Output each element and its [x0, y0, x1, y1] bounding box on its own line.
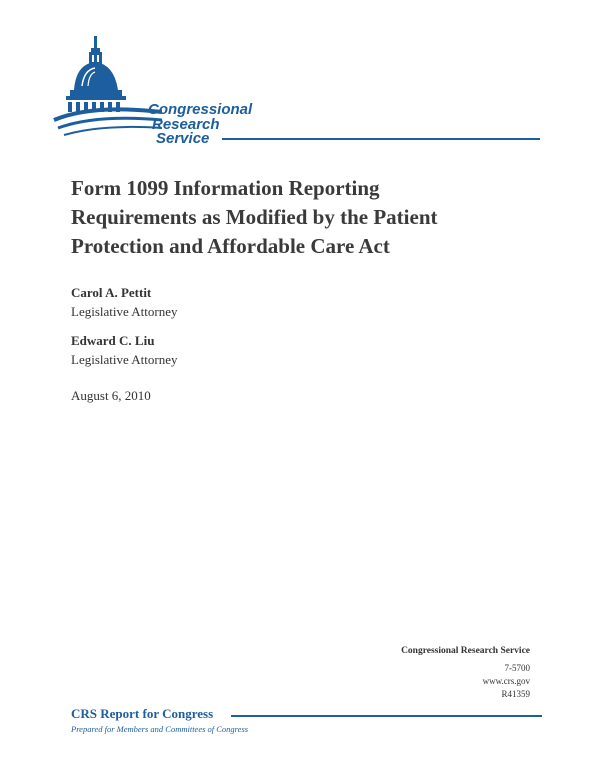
report-title-line: Form 1099 Information Reporting [71, 176, 380, 200]
crs-org-name: Congressional Research Service [401, 646, 530, 656]
footer-title: CRS Report for Congress [71, 706, 214, 721]
crs-info-block [401, 645, 530, 701]
crs-report-number: R41359 [501, 689, 530, 699]
author-name: Carol A. Pettit [71, 285, 152, 300]
footer-divider [231, 715, 542, 717]
footer-subtitle: Prepared for Members and Committees of Congress [71, 724, 249, 734]
report-title-line: Protection and Affordable Care Act [71, 234, 390, 258]
report-title-line: Requirements as Modified by the Patient [71, 205, 438, 229]
logo-text-service: Service [156, 130, 210, 147]
crs-website: www.crs.gov [482, 676, 530, 686]
report-title [71, 174, 531, 261]
author-role: Legislative Attorney [71, 304, 178, 319]
capitol-dome-icon [52, 34, 162, 144]
author-role: Legislative Attorney [71, 352, 178, 367]
logo-text-research: Research [152, 116, 220, 133]
header-divider [222, 138, 540, 140]
logo-text-congressional: Congressional [148, 101, 253, 118]
report-date: August 6, 2010 [71, 388, 151, 403]
author-name: Edward C. Liu [71, 333, 155, 348]
crs-phone: 7-5700 [504, 663, 530, 673]
